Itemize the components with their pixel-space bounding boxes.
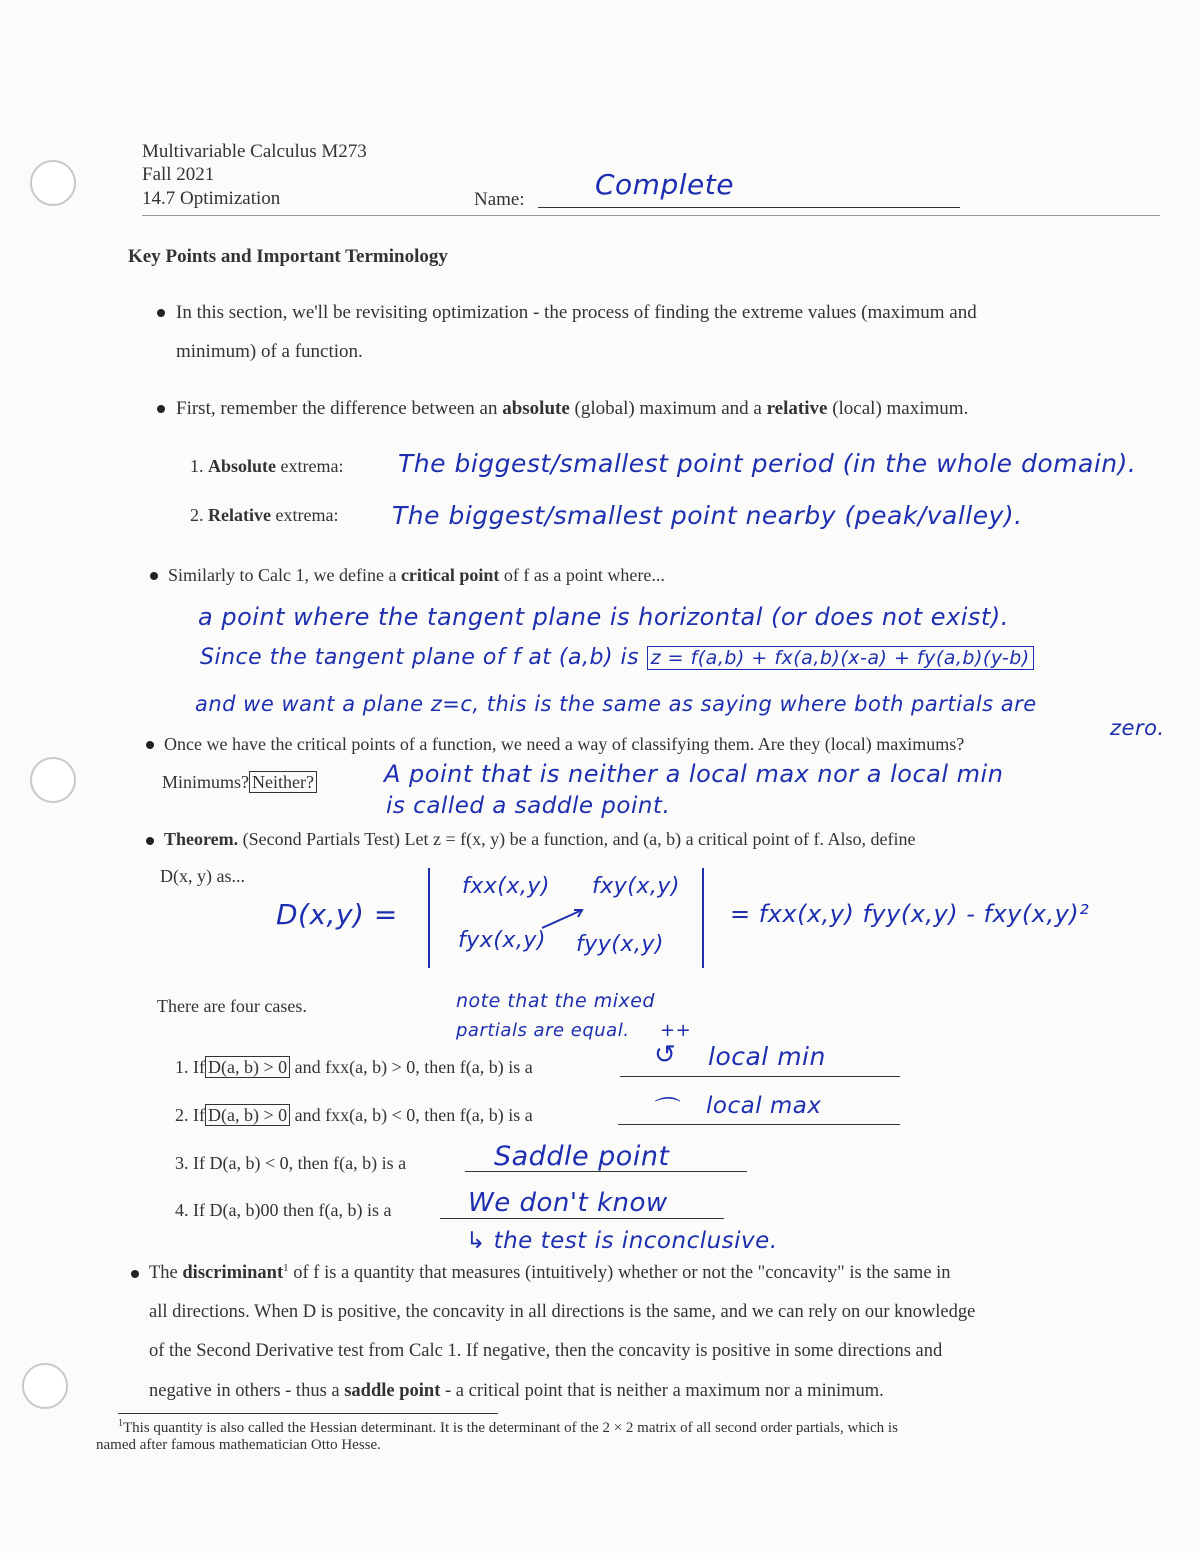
critical-point-answer-3: and we want a plane z=c, this is the same as saying where both partials are [195,692,1037,716]
classification-question: Minimums? Neither? [162,772,317,793]
term: Fall 2021 [142,164,215,185]
case-1-symbol: ↺ [654,1040,677,1070]
case-4-extra: ↳ the test is inconclusive. [466,1228,778,1254]
discriminant-line-3: of the Second Derivative test from Calc 1. If negative, then the concavity is positive in some directions and [149,1341,943,1361]
case-4-answer: We don't know [468,1188,668,1218]
discriminant-line-2: all directions. When D is positive, the concavity in all directions is the same, and we can rely on our knowledge [149,1302,976,1322]
mixed-note-1: note that the mixed [456,990,655,1012]
bullet-4-line-1: Once we have the critical points of a function, we need a way of classifying them. Are they (local) maximums? [164,734,965,754]
discriminant-line-4: negative in others - thus a saddle point - a critical point that is neither a maximum nor a minimum. [149,1381,884,1401]
d-lhs: D(x,y) = [276,898,398,931]
saddle-point-term: saddle point [344,1381,441,1401]
bullet-1-line-1: In this section, we'll be revisiting optimization - the process of finding the extreme values (maximum and [176,302,977,323]
bullet-5 [146,837,154,845]
mixed-note-mark: ++ [660,1020,692,1041]
dxy-label: D(x, y) as... [160,866,245,886]
name-value: Complete [595,168,734,201]
discriminant-term: discriminant [182,1263,284,1284]
mixed-partials-arrow [538,906,588,932]
matrix-fxy: fxy(x,y) [592,874,680,899]
critical-point-answer-1: a point where the tangent plane is horizontal (or does not exist). [198,603,1009,631]
header-rule [142,215,1160,216]
case-1-answer: local min [708,1042,826,1071]
matrix-fyy: fyy(x,y) [576,932,664,957]
absolute-term: absolute [502,398,570,419]
footnote-rule [118,1413,498,1414]
bullet-2-pre: First, remember the difference between an [176,398,498,419]
bullet-6 [131,1270,139,1278]
case-3-text: 3. If D(a, b) < 0, then f(a, b) is a [175,1153,407,1173]
name-label: Name: [474,189,525,210]
mixed-note-2: partials are equal. [456,1020,630,1041]
neither-box: Neither? [249,771,317,793]
section-title: 14.7 Optimization [142,188,281,209]
case-4-text: 4. If D(a, b)00 then f(a, b) is a [175,1200,392,1220]
case-2-answer: local max [706,1093,822,1119]
relative-term: relative [766,398,828,419]
bullet-3-text: Similarly to Calc 1, we define a critical point of f as a point where... [168,565,665,585]
case-3-answer: Saddle point [494,1141,670,1172]
absolute-extrema-label: 1. Absolute extrema: [190,456,344,476]
cases-intro: There are four cases. [157,996,307,1016]
name-line [538,207,960,208]
binder-hole-middle [30,757,76,803]
d-rhs: = fxx(x,y) fyy(x,y) - fxy(x,y)² [730,900,1090,928]
relative-extrema-label: 2. Relative extrema: [190,505,339,525]
binder-hole-bottom [22,1363,68,1409]
matrix-fyx: fyx(x,y) [458,928,546,953]
binder-hole-top [30,160,76,206]
case-4-answer-line [440,1218,724,1219]
section-heading: Key Points and Important Terminology [128,246,448,267]
critical-point-term: critical point [400,565,500,585]
saddle-answer-1: A point that is neither a local max nor a local min [384,760,1004,788]
bullet-4 [146,741,154,749]
critical-point-answer-2: Since the tangent plane of f at (a,b) is z = f(a,b) + fx(a,b)(x-a) + fy(a,b)(y-b) [200,645,1034,670]
footnote-line-1: $^1$This quantity is also called the Hessian determinant. It is the determinant of the 2 × 2 matrix of all second order partials, which is [118,1418,898,1436]
case-2-text: 2. If D(a, b) > 0 and fxx(a, b) < 0, then f(a, b) is a [175,1105,533,1125]
absolute-extrema-answer: The biggest/smallest point period (in the whole domain). [398,449,1137,478]
bullet-2-text [176,398,968,420]
case-1-text: 1. If D(a, b) > 0 and fxx(a, b) > 0, then f(a, b) is a [175,1057,533,1077]
course-title: Multivariable Calculus M273 [142,141,367,162]
bullet-2-post: (local) maximum. [832,398,969,419]
bullet-2 [157,405,165,413]
bullet-3 [150,572,158,580]
discriminant-line-1: The discriminant$^1$ of f is a quantity that measures (intuitively) whether or not the "concavity" is the same in [149,1262,951,1284]
critical-point-answer-4: zero. [1110,716,1165,740]
case-2-symbol: ⌒ [650,1096,677,1126]
tangent-plane-formula: z = f(a,b) + fx(a,b)(x-a) + fy(a,b)(y-b) [647,646,1034,670]
saddle-answer-2: is called a saddle point. [386,793,671,819]
bullet-2-mid: (global) maximum and a [574,398,762,419]
case-1-answer-line [620,1076,900,1077]
bullet-1 [157,309,165,317]
footnote-line-2: named after famous mathematician Otto Hesse. [96,1437,381,1453]
theorem-text: Theorem. (Second Partials Test) Let z = f(x, y) be a function, and (a, b) a critical point of f. Also, define [164,829,916,849]
relative-extrema-answer: The biggest/smallest point nearby (peak/valley). [392,501,1023,530]
matrix-fxx: fxx(x,y) [462,874,550,899]
bullet-1-line-2: minimum) of a function. [176,341,363,362]
